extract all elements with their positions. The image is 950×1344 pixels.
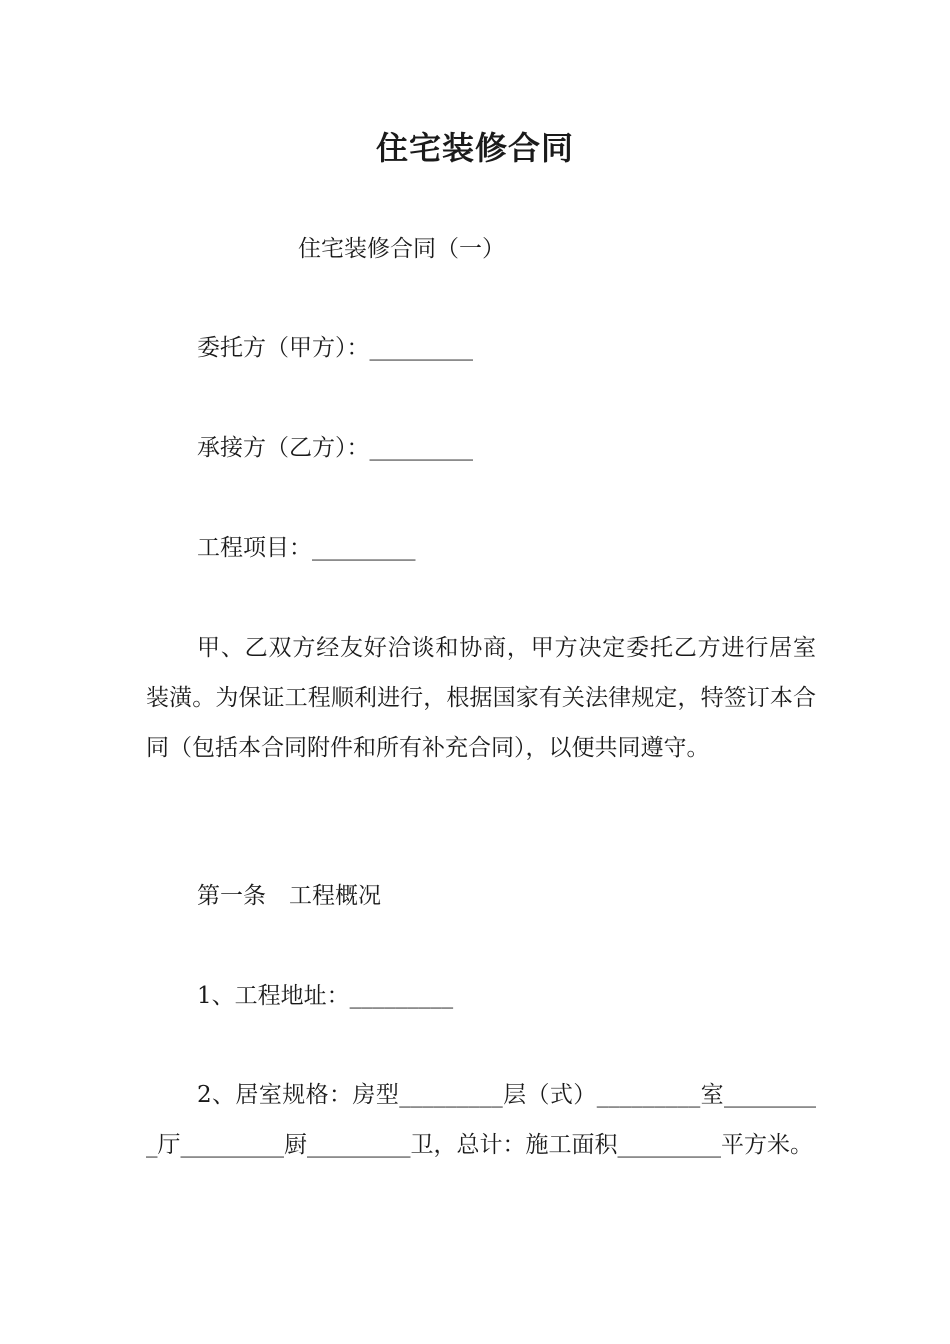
project-line: 工程项目：_________ <box>197 535 416 561</box>
document-title: 住宅装修合同 <box>375 129 574 167</box>
item-2-specs: 2、居室规格：房型_________层（式）_________室_________厅_________厨_________卫，总计：施工面积_________平方米。 <box>146 1082 816 1158</box>
article-1-heading: 第一条 工程概况 <box>197 883 381 909</box>
party-b-line: 承接方（乙方）：_________ <box>197 435 473 461</box>
contract-subtitle: 住宅装修合同（一） <box>298 236 505 262</box>
preamble-paragraph: 甲、乙双方经友好洽谈和协商，甲方决定委托乙方进行居室装潢。为保证工程顺利进行，根据国家有关法律规定，特签订本合同（包括本合同附件和所有补充合同），以便共同遵守。 <box>146 635 816 761</box>
party-a-line: 委托方（甲方）：_________ <box>197 335 473 361</box>
item-1-address: 1、工程地址：_________ <box>197 983 454 1009</box>
